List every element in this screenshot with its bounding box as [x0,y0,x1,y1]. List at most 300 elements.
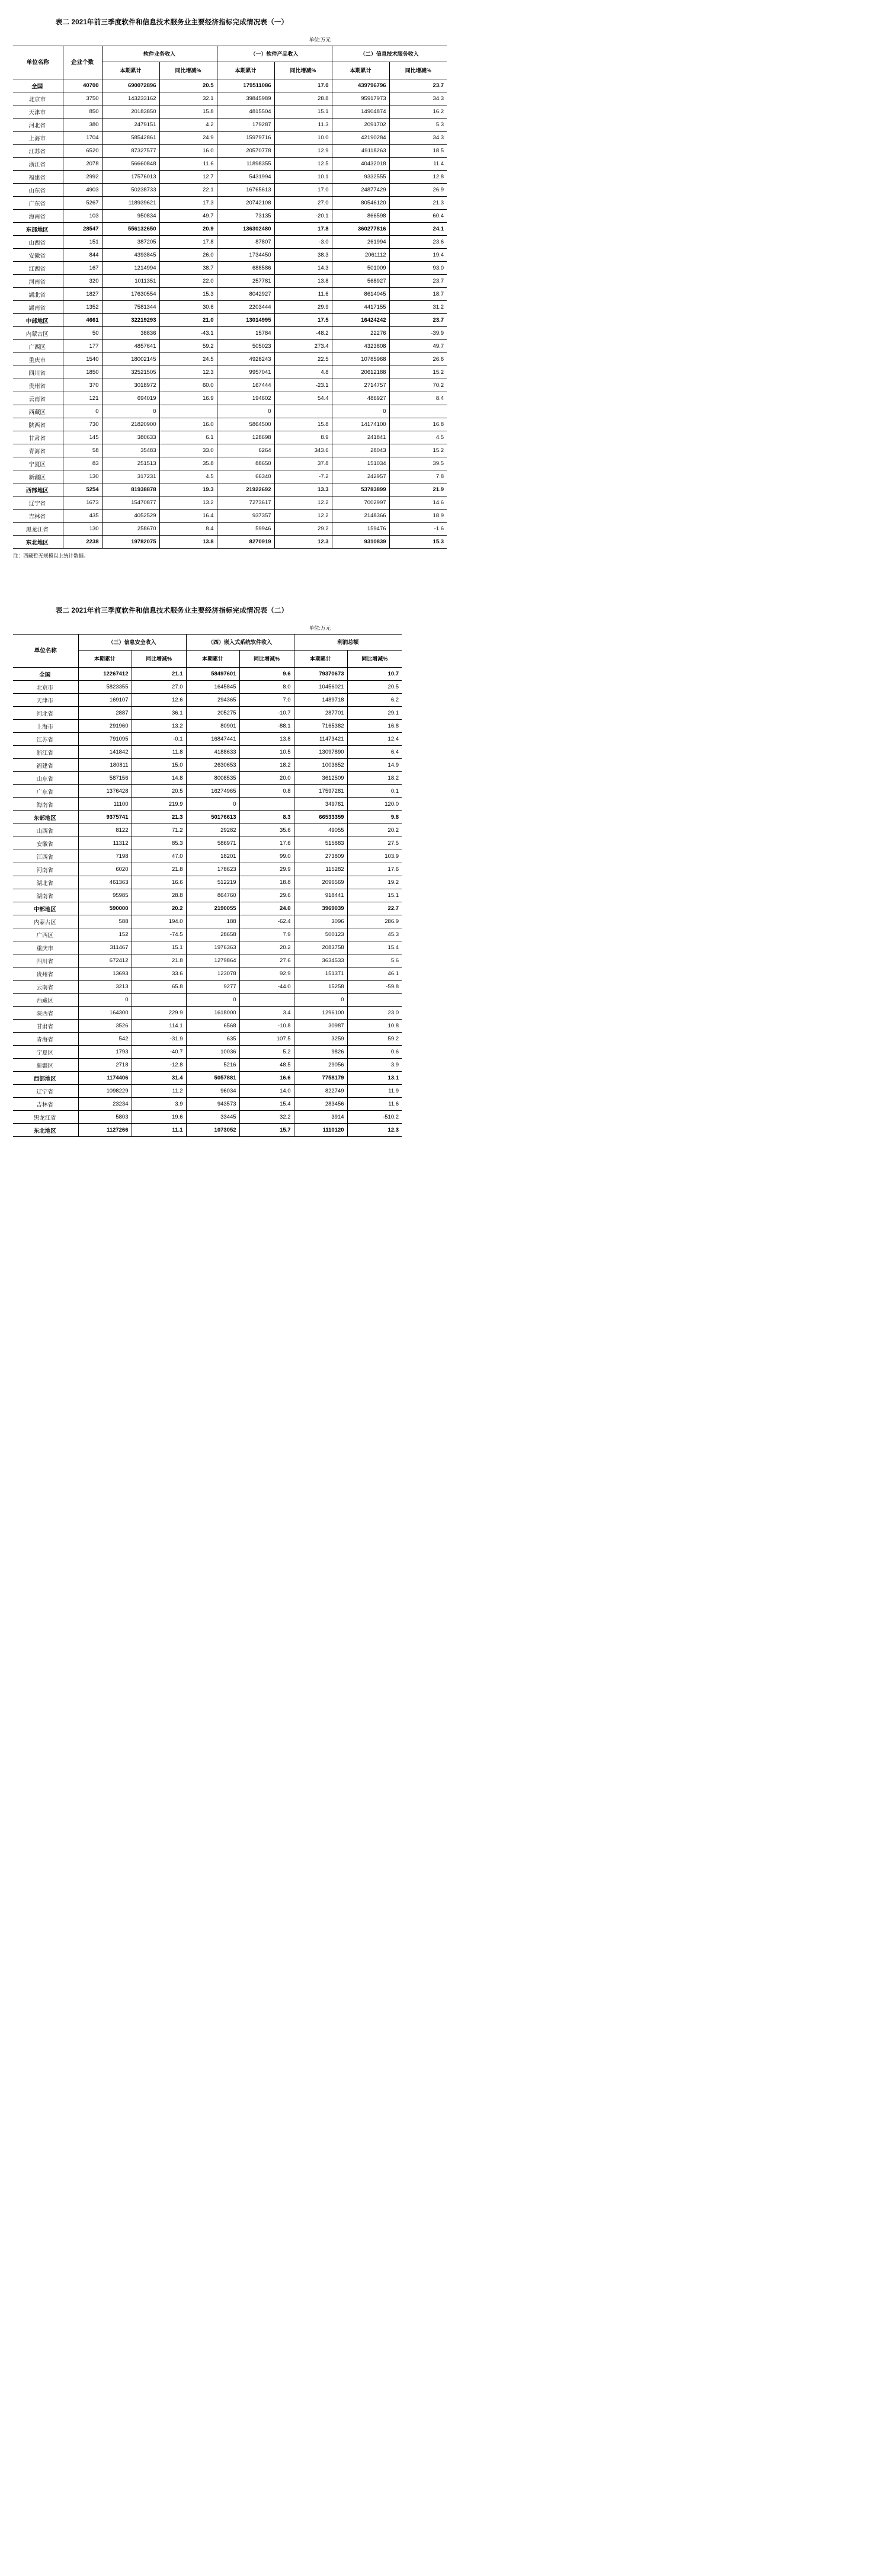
row-value: 115282 [294,863,347,876]
row-value: 6.1 [159,431,217,444]
row-value: 3.9 [132,1098,186,1111]
row-value: 143233162 [102,92,159,105]
row-value: 6.4 [347,746,402,759]
row-unit-name: 上海市 [13,720,78,733]
header-yoy-software-product: 同比增减% [274,62,332,79]
table-row [13,105,447,118]
table-row [13,798,402,811]
row-value: 17.0 [274,79,332,92]
row-value: 73135 [217,210,274,223]
row-value: 10785968 [332,353,389,366]
row-value [239,798,294,811]
table-row [13,733,402,746]
row-value: 8.4 [389,392,447,405]
table-row [13,1124,402,1137]
row-value: 205275 [186,707,239,720]
row-value: 15.2 [389,444,447,457]
row-unit-name: 甘肃省 [13,1020,78,1033]
row-value: -44.0 [239,981,294,994]
row-value: 2630653 [186,759,239,772]
row-value: 20742108 [217,197,274,210]
row-value: 8.3 [239,811,294,824]
row-value: 2887 [78,707,132,720]
row-value: 18002145 [102,353,159,366]
table-two-head [13,635,402,668]
table-row [13,223,447,236]
row-unit-name: 新疆区 [13,470,63,483]
row-value: 24.0 [239,902,294,915]
row-value: 13693 [78,967,132,981]
row-value: 99.0 [239,850,294,863]
row-value: 56660848 [102,158,159,171]
row-value: 4.5 [159,470,217,483]
table-row [13,523,447,536]
row-unit-name: 河南省 [13,275,63,288]
row-value: 130 [63,470,102,483]
table-row [13,405,447,418]
table-row [13,353,447,366]
row-value: 13.2 [159,496,217,510]
row-value: 1734450 [217,249,274,262]
row-value: 54.4 [274,392,332,405]
row-value: 586971 [186,837,239,850]
row-value: 241841 [332,431,389,444]
table-row [13,249,447,262]
row-value: 22276 [332,327,389,340]
row-value: 5216 [186,1059,239,1072]
row-unit-name: 重庆市 [13,941,78,954]
row-value: 21.1 [132,668,186,681]
row-unit-name: 海南省 [13,798,78,811]
row-value: 251513 [102,457,159,470]
row-value: 844 [63,249,102,262]
row-value: 85.3 [132,837,186,850]
row-value: 22.1 [159,184,217,197]
row-value: 151034 [332,457,389,470]
row-value: 17597281 [294,785,347,798]
row-value: 96034 [186,1085,239,1098]
row-value: 16274965 [186,785,239,798]
table-row [13,288,447,301]
header-current-period-software-business: 本期累计 [102,62,159,79]
row-value: 15.2 [389,366,447,379]
row-value: 10.5 [239,746,294,759]
row-value: 11898355 [217,158,274,171]
row-value: -39.9 [389,327,447,340]
row-value: 32219293 [102,314,159,327]
row-value: 34.3 [389,132,447,145]
row-value: 88650 [217,457,274,470]
table-row [13,171,447,184]
row-value: 0 [332,405,389,418]
row-unit-name: 东部地区 [13,811,78,824]
row-value: 1098229 [78,1085,132,1098]
row-value: 179511086 [217,79,274,92]
row-value: 23.7 [389,314,447,327]
header-yoy-profit: 同比增减% [347,651,402,668]
table-row [13,184,447,197]
row-value: 360277816 [332,223,389,236]
table-row [13,379,447,392]
row-value: 0 [217,405,274,418]
row-value: 13.8 [239,733,294,746]
table-row [13,79,447,92]
row-value: -74.5 [132,928,186,941]
row-value: 864760 [186,889,239,902]
row-value: 15.3 [389,536,447,549]
row-value: 87327577 [102,145,159,158]
table-two-title: 表二 2021年前三季度软件和信息技术服务业主要经济指标完成情况表（二） [55,607,289,615]
row-value: 21.3 [132,811,186,824]
row-value: 26.6 [389,353,447,366]
row-unit-name: 江西省 [13,850,78,863]
row-value: 15258 [294,981,347,994]
row-value: 50 [63,327,102,340]
row-value: 80546120 [332,197,389,210]
row-value: 15.8 [274,418,332,431]
row-value: -48.2 [274,327,332,340]
row-value: 7.9 [239,928,294,941]
row-value: 2083758 [294,941,347,954]
table-row [13,759,402,772]
row-value: 8122 [78,824,132,837]
row-value: 2718 [78,1059,132,1072]
row-value: 0 [102,405,159,418]
row-unit-name: 黑龙江省 [13,523,63,536]
row-value: 4928243 [217,353,274,366]
row-value: 5057881 [186,1072,239,1085]
row-value: 29.1 [347,707,402,720]
table-row [13,496,447,510]
row-value: 120.0 [347,798,402,811]
row-value: 866598 [332,210,389,223]
row-value: 80901 [186,720,239,733]
row-value: 58542861 [102,132,159,145]
row-value: 179287 [217,118,274,132]
row-value: 28658 [186,928,239,941]
row-value: 1110120 [294,1124,347,1137]
row-value: 59.2 [159,340,217,353]
row-value: 12.9 [274,145,332,158]
row-value: 15.1 [132,941,186,954]
table-row [13,1020,402,1033]
row-value: 3634533 [294,954,347,967]
row-value: 17630554 [102,288,159,301]
row-value: 918441 [294,889,347,902]
row-value: 11.4 [389,158,447,171]
table-row [13,210,447,223]
row-value: 10036 [186,1046,239,1059]
row-value: -12.8 [132,1059,186,1072]
row-value: 9277 [186,981,239,994]
row-value: 501009 [332,262,389,275]
table-row [13,92,447,105]
row-value: 16.0 [159,145,217,158]
header-enterprise-count: 企业个数 [63,46,102,79]
row-value: 45.3 [347,928,402,941]
row-value: 7002997 [332,496,389,510]
table-row [13,145,447,158]
row-value: 83 [63,457,102,470]
header-current-period-info-security: 本期累计 [78,651,132,668]
row-value: 287701 [294,707,347,720]
row-value: 5267 [63,197,102,210]
row-value: 17.0 [274,184,332,197]
row-value: 178623 [186,863,239,876]
row-value: 167444 [217,379,274,392]
table-row [13,928,402,941]
row-value: 12.7 [159,171,217,184]
row-value: 15.1 [274,105,332,118]
row-value: 49.7 [389,340,447,353]
table-row [13,340,447,353]
row-value: 13.2 [132,720,186,733]
row-unit-name: 四川省 [13,954,78,967]
table-row [13,158,447,171]
row-value: 311467 [78,941,132,954]
row-value: 1793 [78,1046,132,1059]
row-value: 9826 [294,1046,347,1059]
row-value: 2096569 [294,876,347,889]
row-value: 219.9 [132,798,186,811]
row-value: 1214994 [102,262,159,275]
table-one-head [13,46,447,79]
row-value: 8.4 [159,523,217,536]
row-value: 370 [63,379,102,392]
row-value: 121 [63,392,102,405]
row-value: 7758179 [294,1072,347,1085]
table-row [13,1007,402,1020]
row-value: 15.7 [239,1124,294,1137]
table-row [13,236,447,249]
row-unit-name: 青海省 [13,1033,78,1046]
table-row [13,262,447,275]
row-value: 167 [63,262,102,275]
row-value: 29.9 [239,863,294,876]
row-value [159,405,217,418]
row-value: 17576013 [102,171,159,184]
table-row [13,720,402,733]
row-unit-name: 安徽省 [13,837,78,850]
row-value: 50176613 [186,811,239,824]
table-row [13,536,447,549]
row-value: 11.8 [132,746,186,759]
row-value: 461363 [78,876,132,889]
row-value: 18201 [186,850,239,863]
row-value: 16765613 [217,184,274,197]
table-one-title: 表二 2021年前三季度软件和信息技术服务业主要经济指标完成情况表（一） [55,19,289,26]
row-value: 688586 [217,262,274,275]
header-unit-name: 单位名称 [13,46,63,79]
row-value: 164300 [78,1007,132,1020]
row-value: 1352 [63,301,102,314]
row-unit-name: 湖北省 [13,876,78,889]
row-value: 42190284 [332,132,389,145]
row-value: 291960 [78,720,132,733]
row-value: 21922692 [217,483,274,496]
row-value: 13.8 [159,536,217,549]
row-value: 3612509 [294,772,347,785]
row-value: 18.2 [239,759,294,772]
row-value: 16.8 [389,418,447,431]
row-value: 16.6 [239,1072,294,1085]
row-value: 93.0 [389,262,447,275]
row-value: 1618000 [186,1007,239,1020]
row-value: 18.8 [239,876,294,889]
row-value: 49118263 [332,145,389,158]
row-value: 39845989 [217,92,274,105]
table-two [13,634,402,1137]
table-one-footnote: 注：西藏暂无规模以上统计数据。 [13,553,89,559]
header-current-period-embedded: 本期累计 [186,651,239,668]
row-value: 3969039 [294,902,347,915]
row-value: 7198 [78,850,132,863]
row-value: 21.0 [159,314,217,327]
row-value: 4903 [63,184,102,197]
row-unit-name: 全国 [13,79,63,92]
row-value: 14174100 [332,418,389,431]
row-value: 5254 [63,483,102,496]
row-value: 159476 [332,523,389,536]
row-unit-name: 福建省 [13,171,63,184]
row-value: 2078 [63,158,102,171]
row-value: 8270919 [217,536,274,549]
row-value: 16.8 [347,720,402,733]
table-row [13,902,402,915]
table-row [13,1072,402,1085]
row-value: 20570778 [217,145,274,158]
row-value: 15470877 [102,496,159,510]
row-value: 33445 [186,1111,239,1124]
row-value: 4188633 [186,746,239,759]
table-row [13,876,402,889]
table-row [13,1085,402,1098]
row-value: -10.7 [239,707,294,720]
row-unit-name: 西部地区 [13,483,63,496]
table-row [13,746,402,759]
row-value: 3750 [63,92,102,105]
row-value: 12.8 [389,171,447,184]
row-unit-name: 西藏区 [13,405,63,418]
row-value: 20612188 [332,366,389,379]
table-row [13,824,402,837]
row-unit-name: 甘肃省 [13,431,63,444]
row-value: 273.4 [274,340,332,353]
row-value: 60.4 [389,210,447,223]
row-unit-name: 北京市 [13,92,63,105]
row-value: 35483 [102,444,159,457]
row-value: 15979716 [217,132,274,145]
row-value: 123078 [186,967,239,981]
table-row [13,1033,402,1046]
table-row [13,707,402,720]
row-value: 7581344 [102,301,159,314]
row-value: 0.6 [347,1046,402,1059]
row-value: 38836 [102,327,159,340]
row-value: 8042927 [217,288,274,301]
row-value: 5864500 [217,418,274,431]
table-row [13,967,402,981]
row-value: 4.8 [274,366,332,379]
table-two-unit-label: 单位:万元 [309,625,331,632]
table-row [13,837,402,850]
row-unit-name: 黑龙江省 [13,1111,78,1124]
row-value: 635 [186,1033,239,1046]
row-value: 59946 [217,523,274,536]
row-unit-name: 河北省 [13,707,78,720]
row-value: 145 [63,431,102,444]
row-value: 9332555 [332,171,389,184]
row-value: 11100 [78,798,132,811]
row-value: 19.2 [347,876,402,889]
row-value: 16.4 [159,510,217,523]
row-value: 177 [63,340,102,353]
row-value: 136302480 [217,223,274,236]
table-one-body [13,79,447,549]
row-value: 257781 [217,275,274,288]
row-value: 15.8 [159,105,217,118]
row-unit-name: 陕西省 [13,418,63,431]
row-value: 92.9 [239,967,294,981]
row-value: 14904874 [332,105,389,118]
row-value: 18.5 [389,145,447,158]
row-value: 103 [63,210,102,223]
row-value: 4661 [63,314,102,327]
row-value: 16.6 [132,876,186,889]
row-value: 11.6 [159,158,217,171]
row-unit-name: 东北地区 [13,1124,78,1137]
row-value: 1976363 [186,941,239,954]
row-unit-name: 东部地区 [13,223,63,236]
row-value: 30.6 [159,301,217,314]
row-value: 70.2 [389,379,447,392]
row-value: 791095 [78,733,132,746]
row-value: 10456021 [294,681,347,694]
row-value: 24877429 [332,184,389,197]
row-value: 7.0 [239,694,294,707]
row-value: 35.6 [239,824,294,837]
row-value: 27.0 [132,681,186,694]
row-unit-name: 吉林省 [13,1098,78,1111]
row-unit-name: 浙江省 [13,158,63,171]
row-value [239,994,294,1007]
row-unit-name: 河北省 [13,118,63,132]
table-row [13,668,402,681]
row-value: 27.6 [239,954,294,967]
table-row [13,863,402,876]
row-value: 23.0 [347,1007,402,1020]
row-value: 11.3 [274,118,332,132]
table-row [13,694,402,707]
row-value: -88.1 [239,720,294,733]
header-current-period-profit: 本期累计 [294,651,347,668]
row-value: 40432018 [332,158,389,171]
row-value: 4417155 [332,301,389,314]
row-value: 31.4 [132,1072,186,1085]
row-value: 53783899 [332,483,389,496]
row-value: 24.5 [159,353,217,366]
row-value: 141842 [78,746,132,759]
document-page [0,0,444,1137]
row-value: 15.4 [347,941,402,954]
row-value: 66340 [217,470,274,483]
row-value: 18.9 [389,510,447,523]
row-unit-name: 湖南省 [13,301,63,314]
table-row [13,954,402,967]
row-value: 20.2 [239,941,294,954]
row-value: 2203444 [217,301,274,314]
row-value: 2238 [63,536,102,549]
